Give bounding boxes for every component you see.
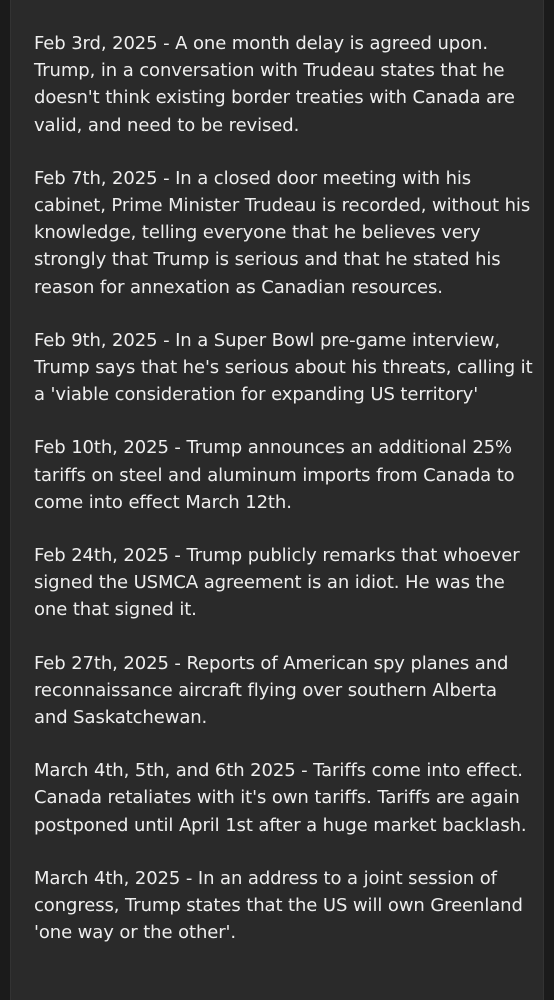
timeline-entry: Feb 7th, 2025 - In a closed door meeting with his cabinet, Prime Minister Trudeau is recorded, without his knowledge, telling everyone that he believes very strongly that Trump is serious and that he stated his reason for annexation as Canadian resources. — [34, 167, 531, 298]
timeline-entry: March 4th, 2025 - In an address to a joint session of congress, Trump states that the US will own Greenland 'one way or the other'. — [34, 867, 523, 944]
timeline-entry: Feb 24th, 2025 - Trump publicly remarks that whoever signed the USMCA agreement is an idiot. He was the one that signed it. — [34, 545, 520, 621]
timeline-entry: March 4th, 5th, and 6th 2025 - Tariffs come into effect. Canada retaliates with it's own tariffs. Tariffs are again postponed until April 1st after a huge market backlash. — [34, 760, 527, 836]
timeline-entry: Feb 27th, 2025 - Reports of American spy planes and reconnaissance aircraft flying over southern Alberta and Saskatchewan. — [34, 652, 509, 729]
post-card — [10, 0, 544, 1000]
timeline-text — [34, 30, 534, 972]
timeline-entry: Feb 10th, 2025 - Trump announces an additional 25% tariffs on steel and aluminum imports from Canada to come into effect March 12th. — [34, 437, 515, 513]
timeline-entry: Feb 9th, 2025 - In a Super Bowl pre-game interview, Trump says that he's serious about his threats, calling it a 'viable consideration for expanding US territory' — [34, 329, 533, 406]
timeline-entry: Feb 3rd, 2025 - A one month delay is agreed upon. Trump, in a conversation with Trudeau states that he doesn't think existing border treaties with Canada are valid, and need to be revised. — [34, 33, 515, 136]
